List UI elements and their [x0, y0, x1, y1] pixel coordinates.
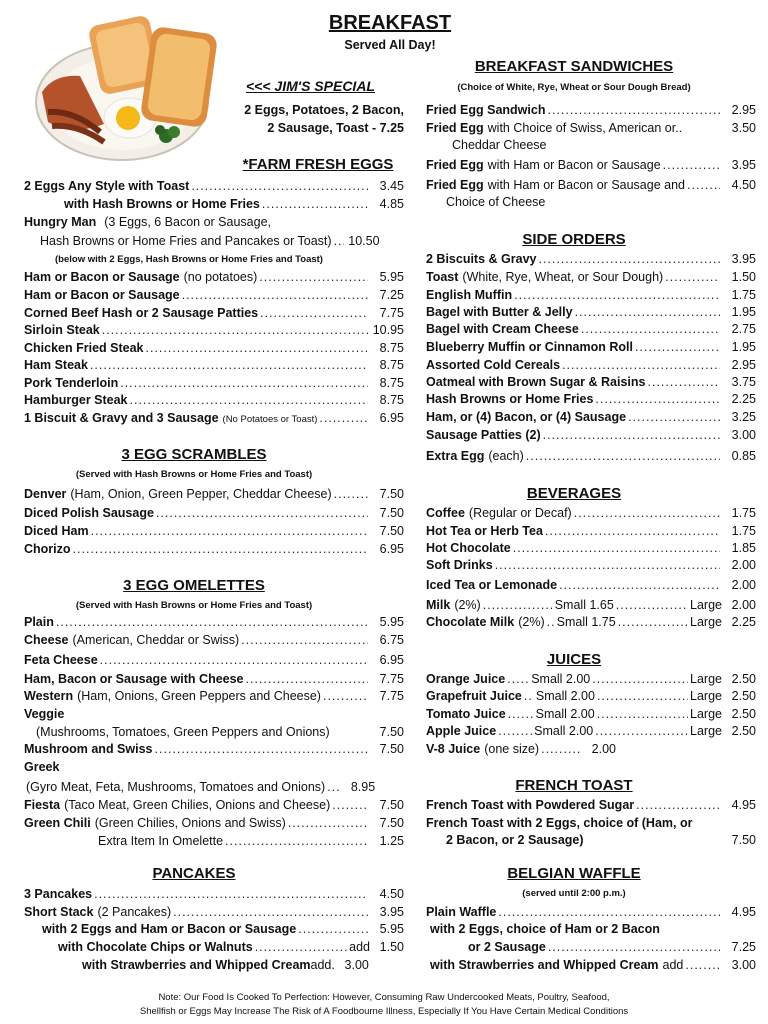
menu-item: Ham or Bacon or Sausage ..... 7.25 — [24, 287, 404, 303]
special-heading: <<< JIM'S SPECIAL — [246, 78, 375, 94]
menu-item: Ham, Bacon or Sausage with Cheese ..... 7.75 — [24, 671, 404, 687]
menu-item: V-8 Juice (one size) ..... 2.00 — [426, 741, 616, 757]
menu-item: with Strawberries and Whipped Cream add ..... 3.00 — [430, 957, 756, 973]
menu-item: 2 Biscuits & Gravy ..... 3.95 — [426, 251, 756, 267]
beverages-heading: BEVERAGES — [526, 485, 622, 502]
menu-item: 2 Eggs Any Style with Toast ..... 3.45 — [24, 178, 404, 194]
pancakes-heading: PANCAKES — [152, 865, 236, 882]
menu-item-continued: 2 Bacon, or 2 Sausage) 7.50 — [446, 833, 756, 847]
sandwiches-heading: BREAKFAST SANDWICHES — [474, 58, 674, 75]
menu-item-continued: Choice of Cheese — [446, 195, 546, 209]
menu-item: Chorizo ..... 6.95 — [24, 541, 404, 557]
page-subtitle: Served All Day! — [344, 38, 436, 52]
menu-item: Iced Tea or Lemonade ..... 2.00 — [426, 577, 756, 593]
menu-item: Bagel with Butter & Jelly ..... 1.95 — [426, 304, 756, 320]
menu-item: Toast (White, Rye, Wheat, or Sour Dough) ..... 1.50 — [426, 269, 756, 285]
menu-item: Denver (Ham, Onion, Green Pepper, Cheddar Cheese) ..... 7.50 — [24, 486, 404, 502]
menu-item: Oatmeal with Brown Sugar & Raisins ..... 3.75 — [426, 374, 756, 390]
menu-item: Apple Juice ..... Small 2.00 ..... Large 2.50 — [426, 723, 756, 739]
farm-eggs-heading: *FARM FRESH EGGS — [242, 156, 394, 173]
menu-item: with 2 Eggs, choice of Ham or 2 Bacon — [430, 922, 660, 936]
waffle-note: (served until 2:00 p.m.) — [522, 888, 626, 899]
menu-item: English Muffin ..... 1.75 — [426, 287, 756, 303]
menu-item: Ham, or (4) Bacon, or (4) Sausage ..... 3.25 — [426, 409, 756, 425]
menu-item: Milk (2%) ..... Small 1.65 ..... Large 2.00 — [426, 597, 756, 613]
menu-item: Ham Steak ..... 8.75 — [24, 357, 404, 373]
menu-item: Fiesta (Taco Meat, Green Chilies, Onions and Cheese) ..... 7.50 — [24, 797, 404, 813]
menu-item: Hot Chocolate ..... 1.85 — [426, 540, 756, 556]
scrambles-heading: 3 EGG SCRAMBLES — [121, 446, 267, 463]
menu-item: Corned Beef Hash or 2 Sausage Patties ..... 7.75 — [24, 305, 404, 321]
menu-item-continued: (Mushrooms, Tomatoes, Green Peppers and Onions) 7.50 — [36, 725, 404, 739]
menu-item: Diced Ham ..... 7.50 — [24, 523, 404, 539]
menu-item: 3 Pancakes ..... 4.50 — [24, 886, 404, 902]
menu-item-continued: (Gyro Meat, Feta, Mushrooms, Tomatoes and Onions) ..... 8.95 — [26, 779, 404, 795]
menu-item: Tomato Juice ..... Small 2.00 ..... Large 2.50 — [426, 706, 756, 722]
menu-item: with 2 Eggs and Ham or Bacon or Sausage ..... 5.95 — [42, 921, 404, 937]
menu-item: Chicken Fried Steak ..... 8.75 — [24, 340, 404, 356]
menu-item: Blueberry Muffin or Cinnamon Roll ..... 1.95 — [426, 339, 756, 355]
menu-item: French Toast with 2 Eggs, choice of (Ham, or — [426, 816, 693, 830]
menu-item: Assorted Cold Cereals ..... 2.95 — [426, 357, 756, 373]
menu-item: with Hash Browns or Home Fries ..... 4.85 — [64, 196, 404, 212]
menu-item: Orange Juice ..... Small 2.00 ..... Large 2.50 — [426, 671, 756, 687]
menu-item: Fried Egg with Choice of Swiss, American or.. 3.50 — [426, 121, 756, 135]
disclaimer-line-2: Shellfish or Eggs May Increase The Risk of A Foodbourne Illness, Especially If You Have Certain Medical Conditions — [139, 1006, 629, 1017]
sides-heading: SIDE ORDERS — [522, 231, 626, 248]
menu-item: Extra Egg (each) ..... 0.85 — [426, 448, 756, 464]
omelettes-heading: 3 EGG OMELETTES — [123, 577, 265, 594]
menu-item: Short Stack (2 Pancakes) ..... 3.95 — [24, 904, 404, 920]
breakfast-plate-photo — [34, 14, 220, 164]
special-line-1: 2 Eggs, Potatoes, 2 Bacon, — [244, 103, 404, 117]
menu-item: Extra Item In Omelette ..... 1.25 — [98, 833, 404, 849]
menu-item: Fried Egg with Ham or Bacon or Sausage ..... 3.95 — [426, 157, 756, 173]
menu-item: Soft Drinks ..... 2.00 — [426, 557, 756, 573]
menu-item: Diced Polish Sausage ..... 7.50 — [24, 505, 404, 521]
menu-item: Feta Cheese ..... 6.95 — [24, 652, 404, 668]
scrambles-note: (Served with Hash Browns or Home Fries and Toast) — [75, 469, 313, 480]
menu-item: Sausage Patties (2) ..... 3.00 — [426, 427, 756, 443]
menu-item: Chocolate Milk (2%) ..... Small 1.75 ..... Large 2.25 — [426, 614, 756, 630]
farm-eggs-note: (below with 2 Eggs, Hash Browns or Home Fries and Toast) — [55, 254, 323, 265]
menu-item-continued: Cheddar Cheese — [452, 138, 547, 152]
menu-item: Fried Egg Sandwich ..... 2.95 — [426, 102, 756, 118]
menu-item: Cheese (American, Cheddar or Swiss) ..... 6.75 — [24, 632, 404, 648]
waffle-heading: BELGIAN WAFFLE — [507, 865, 641, 882]
special-line-2: 2 Sausage, Toast - 7.25 — [267, 121, 404, 135]
juices-heading: JUICES — [546, 651, 602, 668]
menu-item: Plain Waffle ..... 4.95 — [426, 904, 756, 920]
menu-item: Western (Ham, Onions, Green Peppers and Cheese) ..... 7.75 — [24, 688, 404, 704]
menu-item: Sirloin Steak ..... 10.95 — [24, 322, 404, 338]
menu-item: with Strawberries and Whipped Cream add. 3.00 — [82, 958, 369, 972]
menu-item-continued: or 2 Sausage ..... 7.25 — [468, 939, 756, 955]
menu-item: Hash Browns or Home Fries ..... 2.25 — [426, 391, 756, 407]
menu-item: Ham or Bacon or Sausage (no potatoes) ..... 5.95 — [24, 269, 404, 285]
menu-item: with Chocolate Chips or Walnuts ..... add 1.50 — [58, 939, 404, 955]
sandwiches-note: (Choice of White, Rye, Wheat or Sour Dough Bread) — [457, 82, 691, 93]
menu-item: Greek — [24, 760, 60, 774]
menu-item: Plain ..... 5.95 — [24, 614, 404, 630]
menu-item: Hungry Man (3 Eggs, 6 Bacon or Sausage, — [24, 215, 272, 229]
menu-item: Coffee (Regular or Decaf) ..... 1.75 — [426, 505, 756, 521]
menu-item-continued: Hash Browns or Home Fries and Pancakes or Toast) ..... 10.50 — [40, 233, 404, 249]
menu-item: Grapefruit Juice ..... Small 2.00 ..... Large 2.50 — [426, 688, 756, 704]
menu-item: Pork Tenderloin ..... 8.75 — [24, 375, 404, 391]
menu-item: Veggie — [24, 707, 65, 721]
omelettes-note: (Served with Hash Browns or Home Fries and Toast) — [75, 600, 313, 611]
menu-item: Hamburger Steak ..... 8.75 — [24, 392, 404, 408]
french-toast-heading: FRENCH TOAST — [515, 777, 633, 794]
menu-item: 1 Biscuit & Gravy and 3 Sausage (No Potatoes or Toast) ..... 6.95 — [24, 410, 404, 428]
menu-item: French Toast with Powdered Sugar ..... 4.95 — [426, 797, 756, 813]
menu-item: Bagel with Cream Cheese ..... 2.75 — [426, 321, 756, 337]
menu-item: Fried Egg with Ham or Bacon or Sausage and ..... 4.50 — [426, 177, 756, 193]
menu-item: Hot Tea or Herb Tea ..... 1.75 — [426, 523, 756, 539]
menu-item: Mushroom and Swiss ..... 7.50 — [24, 741, 404, 757]
menu-item: Green Chili (Green Chilies, Onions and Swiss) ..... 7.50 — [24, 815, 404, 831]
page-title: BREAKFAST — [328, 12, 452, 34]
disclaimer-line-1: Note: Our Food Is Cooked To Perfection: However, Consuming Raw Undercooked Meats, Poultry, Seafood, — [158, 992, 610, 1003]
